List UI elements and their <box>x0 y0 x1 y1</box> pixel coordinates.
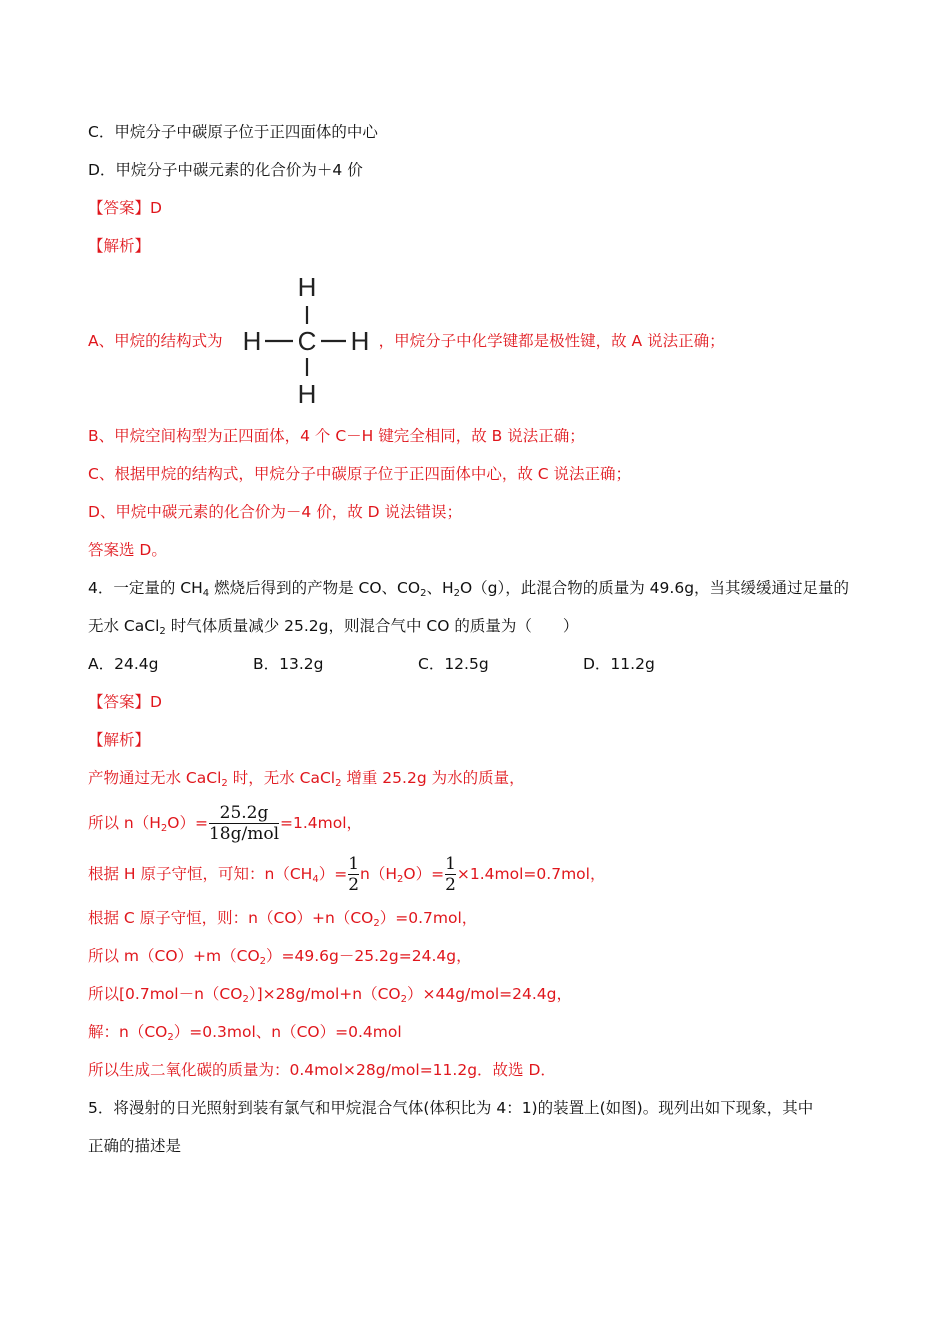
q4-step-6: 所以$[0.7mol-n(CO_2)]\times 28g/mol+n(CO_2)\times 44g/mol=24.4g$， <box>88 985 572 1005</box>
q3-explain-b: B、甲烷空间构型为正四面体，4 个 C－H 键完全相同，故 B 说法正确； <box>88 427 585 445</box>
fraction-half-1: $\frac{1}{2}$ <box>348 854 360 895</box>
q3-conclusion: 答案选 D。 <box>88 541 167 559</box>
q3-explain-a <box>88 330 725 352</box>
structure-atom-center: C <box>297 326 317 356</box>
fraction-water-moles: $\frac{25.2g}{\text{18g/mol}}$ <box>208 803 280 844</box>
q4-step-5: 所以 $m(CO)+m(CO_2)=49.6g-25.2g=24.4g$， <box>88 947 472 967</box>
answer-label: 【答案】 <box>88 199 151 217</box>
option-c: C．12.5g <box>418 655 489 673</box>
q4-stem-line-1: 4．一定量的 $CH_4$ 燃烧后得到的产物是 CO、$CO_2$、$H_2O(g)$，此混合物的质量为 49.6g，当其缓缓通过足量的 <box>88 579 850 599</box>
fraction-half-2: $\frac{1}{2}$ <box>445 854 456 895</box>
option-b: B．13.2g <box>253 655 324 673</box>
q3-answer <box>88 197 162 219</box>
methane-structural-formula <box>240 272 380 408</box>
option-d: D．11.2g <box>583 655 655 673</box>
structure-atom-bottom: H <box>297 379 317 408</box>
q5-stem-line-1: 5．将漫射的日光照射到装有氯气和甲烷混合气体(体积比为 4：1)的装置上(如图)。现列出如下现象，其中 <box>88 1099 814 1117</box>
q5-stem-line-2: 正确的描述是 <box>88 1137 182 1155</box>
option-a: A．24.4g <box>88 655 159 673</box>
q4-answer <box>88 691 162 713</box>
q4-step-1: 产物通过无水 CaCl$_2$ 时，无水 CaCl$_2$ 增重 25.2g 为水的质量， <box>88 769 525 789</box>
q4-step-2: 所以 $n(H_2O)=$ $\frac{25.2g}{\text{18g/mol}}$ =1.4mol， <box>88 803 363 844</box>
q4-analysis-label: 【解析】 <box>88 731 151 749</box>
q4-step-3: 根据 H 原子守恒，可知：$n(CH_4)=$ $\frac{1}{2}$ $n(H_2O)=$ $\frac{1}{2}$ ×1.4mol=0.7mol， <box>88 854 606 895</box>
structure-atom-left: H <box>242 326 262 356</box>
structure-atom-right: H <box>350 326 370 356</box>
answer-value: D <box>150 199 162 217</box>
q3-explain-c: C、根据甲烷的结构式，甲烷分子中碳原子位于正四面体中心，故 C 说法正确； <box>88 465 632 483</box>
q4-step-7: 解：$n(CO_2)=0.3mol$、n（CO）=0.4mol <box>88 1023 402 1043</box>
q4-step-8: 所以生成二氧化碳的质量为：0.4mol×28g/mol=11.2g．故选 D． <box>88 1061 556 1079</box>
structure-atom-top: H <box>297 272 317 302</box>
q4-stem-line-2: 无水 CaCl$_2$ 时气体质量减少 25.2g，则混合气中 CO 的质量为（ ） <box>88 617 579 637</box>
answer-value: D <box>150 693 162 711</box>
explain-a-prefix: A、甲烷的结构式为 <box>88 332 223 350</box>
q3-analysis-label: 【解析】 <box>88 237 151 255</box>
explain-a-suffix: ，甲烷分子中化学键都是极性键，故 A 说法正确； <box>378 332 725 350</box>
q3-option-d: D．甲烷分子中碳元素的化合价为＋4 价 <box>88 161 363 179</box>
q4-step-4: 根据 C 原子守恒，则：$n(CO)+n(CO_2)=0.7mol$， <box>88 909 478 929</box>
q3-option-c: C．甲烷分子中碳原子位于正四面体的中心 <box>88 123 378 141</box>
answer-label: 【答案】 <box>88 693 151 711</box>
q3-explain-d: D、甲烷中碳元素的化合价为－4 价，故 D 说法错误； <box>88 503 463 521</box>
